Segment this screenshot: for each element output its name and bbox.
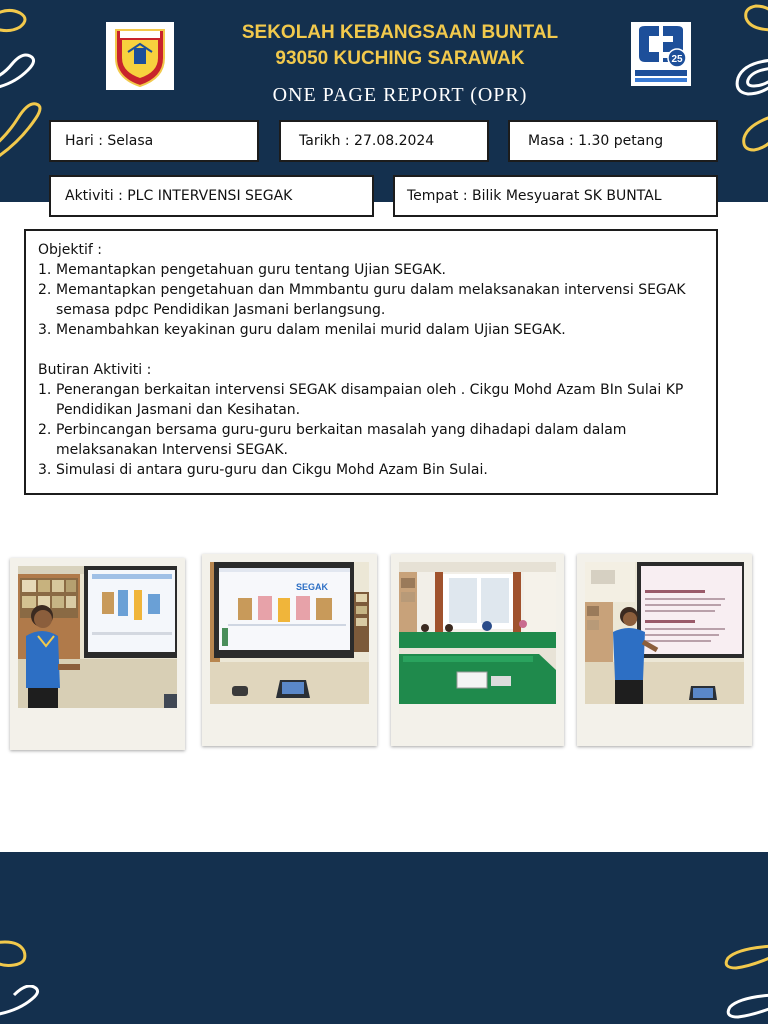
paperclip-icon [0,5,40,45]
photo-segak-slide [210,562,369,704]
activity-detail-item [38,420,704,460]
activity-detail-text: Penerangan berkaitan intervensi SEGAK disampaian oleh . Cikgu Mohd Azam BIn Sulai KP Pendidikan Jasmani dan Kesihatan. [56,382,684,418]
activity-detail-number: 3. [38,462,52,478]
objective-number: 1. [38,262,52,278]
objective-item [38,260,704,280]
photo-frame-3 [391,554,564,746]
paperclip-icon [734,0,768,40]
objective-text: Menambahkan keyakinan guru dalam menilai murid dalam Ujian SEGAK. [56,322,566,338]
slide-title: SEGAK [296,582,329,592]
paperclip-icon [730,52,768,104]
time-box [508,120,718,162]
photo-frame-2 [202,554,377,746]
venue-label: Tempat : Bilik Mesyuarat SK BUNTAL [407,188,662,204]
photo-frame-4 [577,554,752,746]
activity-detail-item [38,380,704,420]
footer-banner [0,852,768,1024]
time-label: Masa : 1.30 petang [528,133,664,149]
objective-text: Memantapkan pengetahuan dan Mmmbantu guru dalam melaksanakan intervensi SEGAK semasa pdpc Pendidikan Jasmani berlangsung. [56,282,686,318]
date-box [279,120,489,162]
paperclip-icon [718,940,768,980]
activity-details-heading: Butiran Aktiviti : [38,362,152,378]
date-label: Tarikh : 27.08.2024 [299,133,435,149]
school-address-line2: 93050 KUCHING SARAWAK [275,48,525,69]
venue-box [393,175,718,217]
paperclip-icon [0,935,30,975]
report-content [24,229,718,495]
ministry-badge-logo [631,22,691,86]
objective-item [38,320,704,340]
paperclip-icon [0,50,44,100]
report-title: ONE PAGE REPORT (OPR) [272,84,528,106]
activity-detail-text: Perbincangan bersama guru-guru berkaitan masalah yang dihadapi dalam dalam melaksanakan Intervensi SEGAK. [56,422,627,458]
day-box [49,120,259,162]
paperclip-icon [734,110,768,162]
photo-presenter-slide [18,566,177,708]
objectives-heading: Objektif : [38,242,102,258]
objective-text: Memantapkan pengetahuan guru tentang Ujian SEGAK. [56,262,446,278]
paperclip-icon [0,985,44,1024]
photo-frame-1 [10,558,185,750]
activity-detail-number: 2. [38,422,52,438]
activity-detail-number: 1. [38,382,52,398]
svg-text:25: 25 [671,54,683,65]
activity-detail-text: Simulasi di antara guru-guru dan Cikgu Mohd Azam Bin Sulai. [56,462,488,478]
day-label: Hari : Selasa [65,133,154,149]
paperclip-icon [716,985,768,1024]
objective-item [38,280,704,320]
school-crest-logo [106,22,174,90]
objective-number: 3. [38,322,52,338]
photo-presenter-pointing [585,562,744,704]
paperclip-icon [0,98,46,168]
photo-meeting-room [399,562,556,704]
objective-number: 2. [38,282,52,298]
activity-box [49,175,374,217]
activity-label: Aktiviti : PLC INTERVENSI SEGAK [65,188,293,204]
school-name-line1: SEKOLAH KEBANGSAAN BUNTAL [241,22,559,43]
activity-detail-item [38,460,704,480]
school-name [190,20,610,72]
